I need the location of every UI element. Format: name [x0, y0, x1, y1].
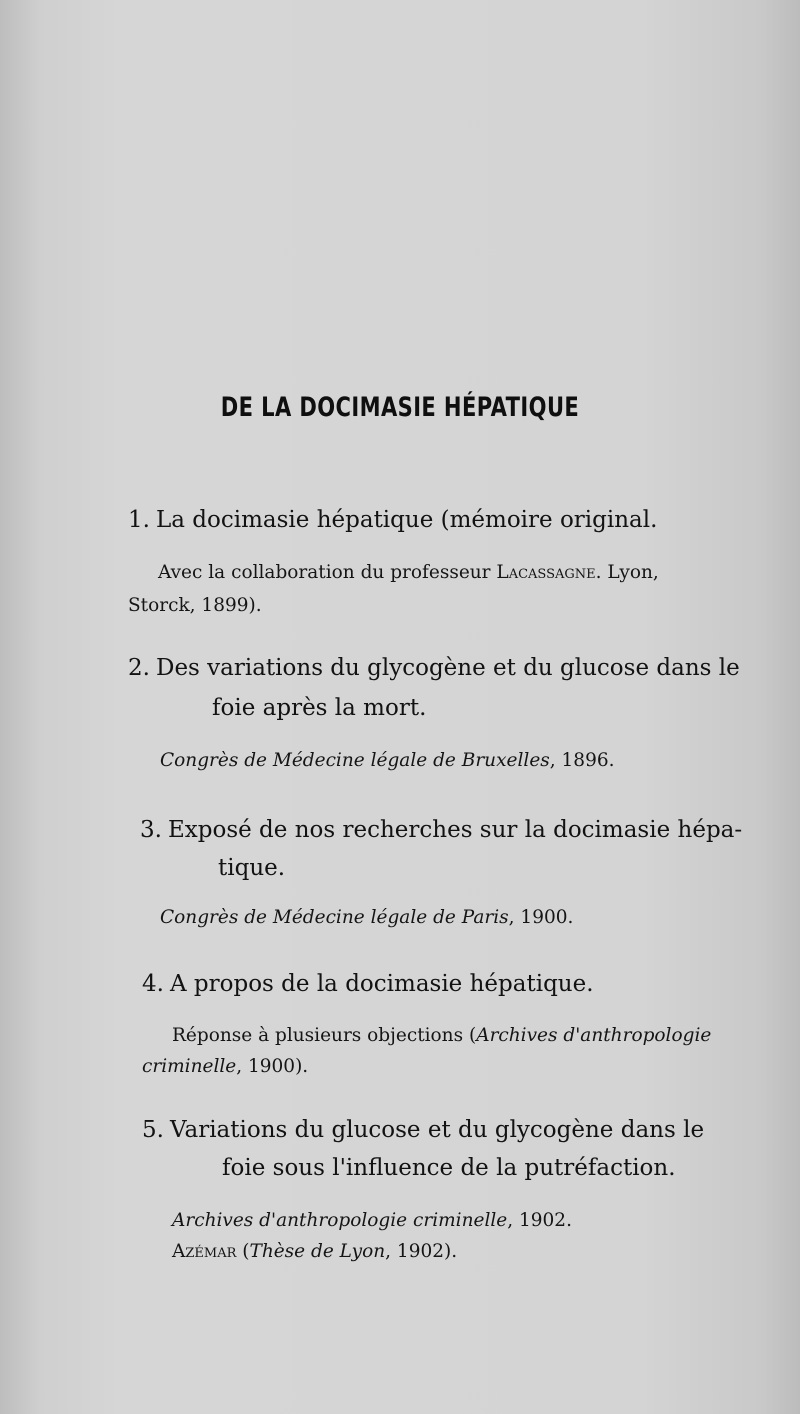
entry-4-detail-prefix: Réponse à plusieurs objections (	[172, 1025, 477, 1046]
entry-3-title-line-2: tique.	[218, 855, 286, 881]
entry-5-number: 5.	[142, 1117, 164, 1143]
entry-5-detail-journal: Archives d'anthropologie criminelle	[172, 1210, 508, 1231]
entry-1-detail-suffix: . Lyon,	[595, 562, 659, 583]
entry-2-detail-year: , 1896.	[549, 750, 615, 771]
entry-3-detail-source: Congrès de Médecine légale de Paris	[160, 907, 509, 928]
entry-3-title-row-1	[140, 812, 742, 848]
entry-5-title-row-1	[142, 1112, 704, 1148]
entry-1-title	[128, 502, 657, 538]
entry-3-detail	[160, 902, 573, 933]
entry-1-detail-author: Lacassagne	[496, 562, 596, 583]
entry-1-detail-line-1	[158, 557, 659, 588]
entry-5-detail-thesis: Thèse de Lyon	[249, 1241, 386, 1262]
entry-5-title-line-2: foie sous l'influence de la putréfaction.	[222, 1155, 676, 1181]
entry-5-detail-thesis-open: (	[236, 1241, 250, 1262]
entry-2-title-row-1	[128, 650, 740, 686]
entry-5-detail-line-2	[172, 1236, 457, 1267]
entry-5-detail-author: Azémar	[172, 1241, 237, 1262]
entry-2-number: 2.	[128, 655, 150, 681]
entry-2-detail-source: Congrès de Médecine légale de Bruxelles	[160, 750, 550, 771]
entry-2-detail	[160, 745, 615, 776]
entry-5-detail-line-1	[172, 1205, 572, 1236]
entry-1-detail-line-2: Storck, 1899).	[128, 595, 262, 616]
entry-1-number: 1.	[128, 507, 150, 533]
entry-5-title-line-1: Variations du glucose et du glycogène dans le	[170, 1117, 705, 1143]
entry-5-detail-year: , 1902.	[507, 1210, 572, 1231]
entry-2-title-line-1: Des variations du glycogène et du glucose dans le	[156, 655, 740, 681]
entry-3-detail-year: , 1900.	[508, 907, 574, 928]
entry-4-detail-journal-line-2: criminelle	[142, 1056, 237, 1077]
entry-3-title-line-1: Exposé de nos recherches sur la docimasie hépa-	[168, 817, 743, 843]
entry-3-number: 3.	[140, 817, 162, 843]
entry-4-title-line-1: A propos de la docimasie hépatique.	[170, 971, 594, 997]
entry-4-title	[142, 966, 594, 1002]
entry-4-number: 4.	[142, 971, 164, 997]
entry-4-detail-journal-line-1: Archives d'anthropologie	[476, 1025, 712, 1046]
entry-4-detail-line-2	[142, 1051, 308, 1082]
entry-4-detail-line-1	[172, 1020, 711, 1051]
entry-2-title-line-2: foie après la mort.	[212, 695, 427, 721]
entry-5-detail-thesis-close: , 1902).	[385, 1241, 458, 1262]
entry-1-detail-prefix: Avec la collaboration du professeur	[158, 562, 491, 583]
page-heading: DE LA DOCIMASIE HÉPATIQUE	[220, 392, 580, 423]
entry-4-detail-year: , 1900).	[236, 1056, 309, 1077]
entry-1-title-line-1: La docimasie hépatique (mémoire original.	[156, 507, 658, 533]
